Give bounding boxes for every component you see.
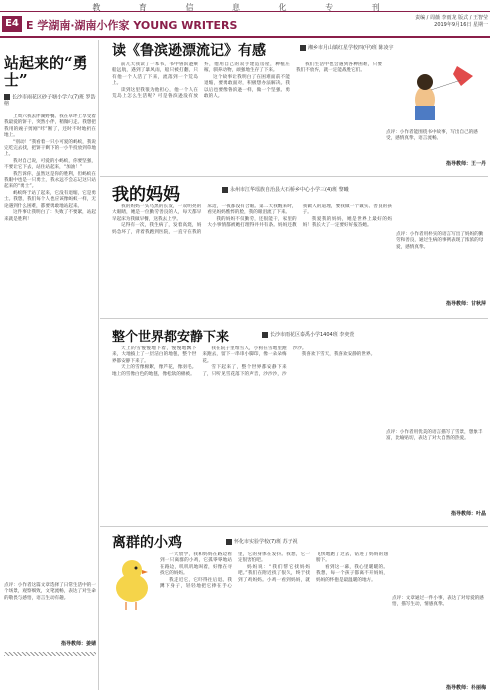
- article5-title: 离群的小鸡: [112, 535, 182, 551]
- section-divider: [100, 526, 488, 527]
- section-meta: [355, 15, 488, 29]
- byline-marker-icon: [226, 539, 232, 545]
- article1-body: [4, 114, 96, 544]
- byline-marker-icon: [4, 94, 10, 100]
- column-divider: [98, 40, 99, 690]
- article5-teacher: 指导教师：朴丽梅: [445, 685, 486, 691]
- article1-teacher: 指导教师：姜婧: [60, 641, 96, 647]
- article2-paragraph: 这个故事让我明白了在困难面前不能退缩，要勇敢面对，积极想办法解决。我以后也要像鲁滨逊一样，做一个坚强、勇敢的人。: [204, 74, 290, 100]
- article5-byline: 怀化市实验学校(7)班 苏子祝: [226, 538, 484, 545]
- article4-title: 整个世界都安静下来: [112, 330, 230, 345]
- section-divider: [100, 176, 488, 177]
- article5-paragraph: 我走近它，它吓得往后退。我蹲下身子，轻轻地把它捧在手心里，它的身体在发抖。我想，它一定很害怕吧。: [160, 552, 310, 590]
- article4-paragraph: 我在院子里堆雪人，小狗在雪地里跑来跑去，留下一串串小脚印，像一朵朵梅花。: [202, 346, 287, 364]
- article2-paragraph: 读到这里我很为他担心，他一个人在荒岛上怎么生活呢？可是鲁滨逊没有放弃，他用自己的双手建造房屋，种植庄稼，驯养动物，顽强地生存了下来。: [112, 62, 290, 100]
- byline-marker-icon: [300, 45, 306, 51]
- article1-paragraph: “别动！”我看着一只小可爱的蚂蚁，我说完吃完去找，把饼干剩下的一小半投放到草地上。: [4, 139, 96, 158]
- article3-byline: 永州市江华瑶族自治县大石桥乡中心小学三(4)班 黎曦: [222, 186, 482, 193]
- byline-marker-icon: [222, 187, 228, 193]
- article4-paragraph: 天上的雪像棉絮，像芦花，像羽毛。地上的雪像白色的地毯，像松软的棉被。: [112, 365, 197, 377]
- article4-byline: 长沙市雨花区泰禹小学1404班 李奕萱: [262, 331, 486, 338]
- article3-teacher: 指导教师：甘秋萍: [445, 301, 486, 307]
- article1-paragraph: 上周六我去伴湖野餐。我在草坪上享受着我最爱的饼干，突然小伴，稍微叼走。我想把我用的豌子剪刚“咔”断了，还时不时地扔在地上。: [4, 114, 96, 139]
- article4-comment: 点评：小作者用优美的语言描写了雪景，想象丰富，比喻贴切，表达了对大自然的热爱。: [386, 430, 483, 442]
- article3-paragraph: 我的妈妈不仅勤劳，还很能干，家里的大小事情都被她打理得井井有条。妈妈还教我做人的道理，要我做一个诚实、善良的孩子。: [207, 204, 392, 229]
- section-title: E 学湖南·湖南小作家 YOUNG WRITERS: [26, 19, 238, 32]
- article3-paragraph: 我的妈妈一头乌黑的长发，一双明亮的大眼睛，她是一位勤劳善良的人，每天都早早起床为我做早餐，送我去上学。: [112, 204, 202, 222]
- date-line: 2019年9月16日 星期一: [434, 22, 488, 28]
- article1-paragraph: 蚂蚁终于站了起来，它没有退缩，它是勇士。我想，我们每个人也应该像蚂蚁一样，无论遇到什么困难，都要勇敢地站起来。: [4, 190, 96, 209]
- top-banner-text: 教 育 信 息 化 专 刊: [92, 3, 398, 12]
- article3-body: [112, 204, 392, 304]
- article4-paragraph: 我喜欢下雪天，我喜欢安静的世界。: [301, 352, 376, 358]
- section-code: E4: [2, 16, 22, 32]
- article3-paragraph: 记得有一次，我生病了，发着高烧，妈妈急坏了，背着我跑到医院，一直守在我的床边，一夜都没有合眼。第二天我醒来时，看见妈妈憔悴的脸，我的眼泪流了下来。: [112, 204, 297, 235]
- chick-illustration-icon: [106, 552, 158, 612]
- article2-paragraph: 我们生活中也会遇到各种困难，只要我们不放弃，就一定能战胜它们。: [296, 62, 382, 74]
- article5-paragraph: 一天放学，我和妈妈在路边看到一只离群的小鸡，它孤零零地站在路边，叽叽叽地叫着，好像在寻找它的妈妈。: [160, 552, 232, 577]
- editor-line: 责编 / 周薇 李雨龙 版式 / 王智莹: [415, 15, 488, 21]
- article3-comment: 点评：小作者用朴实的语言写出了妈妈的勤劳和善良，通过生病的事例表现了浓浓的母爱，感情真挚。: [396, 232, 484, 250]
- article2-title: 读《鲁滨逊漂流记》有感: [112, 43, 266, 59]
- article4-paragraph: 雪下起来了，整个世界都安静下来了，只听见雪花落下的声音，沙沙沙，沙沙沙。: [202, 346, 307, 377]
- article5-body: [160, 552, 388, 688]
- article5-comment: 点评：文章通过一件小事，表达了对母爱的感悟，描写生动，情感真挚。: [392, 596, 484, 608]
- article5-paragraph: 妈妈说：“我们帮它找妈妈吧。”我们在附近找了很久，终于找到了鸡妈妈。小鸡一看到妈妈，就飞快地跑了过去，钻进了妈妈的翅膀下。: [238, 552, 388, 583]
- article2-comment: 点评：小作者能围绕书中故事，写出自己的感受，感情真挚，语言流畅。: [386, 130, 478, 142]
- decorative-stripe: [4, 652, 96, 656]
- byline-marker-icon: [262, 332, 268, 338]
- article1-title: 站起来的“勇士”: [4, 54, 88, 89]
- article4-body: [112, 346, 377, 516]
- article4-teacher: 指导教师：叶晶: [450, 511, 486, 517]
- boy-with-kite-illustration-icon: [395, 60, 485, 122]
- article2-body: [112, 62, 382, 174]
- article1-byline: 长沙市雨花区砂子塘小学六(7)班 罗浩榕: [4, 94, 96, 107]
- article3-title: 我的妈妈: [112, 185, 180, 205]
- article2-byline: 湘乡市月山镇红星学校四(甲)班 陈凌宇: [300, 44, 486, 51]
- article2-paragraph: 前几天我读了一本书，书中鲁滨逊乘船远航，遇到了暴风雨，船只被打翻，只有他一个人活了下来，流落到一个荒岛上。: [112, 62, 198, 87]
- article3-paragraph: 我爱我的妈妈，她是世界上最好的妈妈！我长大了一定要好好报答她。: [302, 216, 392, 229]
- article1-paragraph: 我告诉你，虽然这是你的胜利，但蚂蚁在我眼中也是一只勇士，我永远不会忘记这只站起来的“勇士”。: [4, 171, 96, 190]
- article5-paragraph: 看到这一幕，我心里暖暖的。我想，每一个孩子都离不开妈妈，妈妈的怀抱是最温暖的地方。: [316, 564, 388, 583]
- section-divider: [100, 318, 488, 319]
- header-rule: [0, 36, 490, 38]
- top-rule: [0, 11, 490, 12]
- article2-teacher: 指导教师：王一丹: [445, 161, 486, 167]
- article1-comment: 点评：小作者这篇文章选择了日常生活中的一个场景，观察细致，文笔流畅，表达了对生命的敬畏与感悟，语言生动有趣。: [4, 583, 96, 601]
- article1-paragraph: 我对自己说，可爱的小蚂蚁，你要坚强，不要让它下去，站住站起来，“加油！”: [4, 158, 96, 171]
- article4-paragraph: 天上的雪慢慢地下着，慢慢地飘下来，大地披上了一层洁白的地毯，整个世界都安静下来了。: [112, 346, 197, 364]
- article1-paragraph: 这件事让我明白了：失败了不要紧，站起来就是胜利！: [4, 210, 96, 222]
